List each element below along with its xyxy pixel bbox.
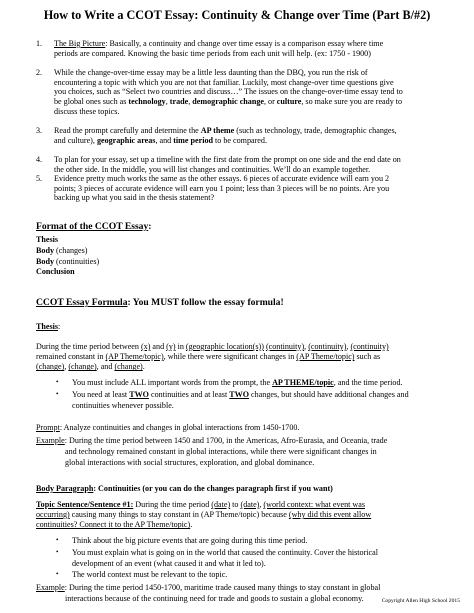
example-label-text: Example [36,583,65,592]
text-run: changes, but should have additional changes and [249,390,409,399]
bullet-icon: • [56,548,59,556]
bullet-icon: • [56,378,59,386]
text-run: time period [173,135,214,145]
text-run: . [190,520,193,530]
text-run: Body [36,256,54,266]
thesis-bullet-line [72,379,403,387]
text-run: be global ones such as [54,97,129,107]
text-run: (continuity) [265,342,305,351]
thesis-bullet-line [72,391,409,399]
body-paragraph-heading: Body Paragraph: Continuities (or you can do the changes paragraph first if you want) [36,484,333,493]
list-item-line [54,156,401,164]
text-run: , [259,500,264,509]
text-run: continuities? Connect it to the AP Theme/topic) [36,520,191,530]
text-run: , [165,97,170,107]
text-run: (continuities) [54,256,100,266]
example-text: interactions because of the continuing need for trade and goods to sustain a global economy. [65,593,364,603]
text-run: Read the prompt carefully and determine the [54,126,201,135]
list-number: 4. [36,155,43,164]
list-item-line [54,137,267,145]
text-run: , and [96,362,115,372]
list-item-line [54,175,389,183]
text-run: , while there were significant changes in [163,352,297,362]
text-run: , [188,97,193,107]
text-run: Conclusion [36,267,75,277]
text-run: : Basically, a continuity and change over time essay is a comparison essay where time [105,39,384,48]
list-item-line [54,79,394,87]
format-item [36,258,99,266]
text-run: (continuity) [308,342,347,351]
text-run: and culture), [54,135,97,145]
format-item [36,268,75,276]
text-run: and [150,342,167,351]
text-run: You need at least [72,390,130,399]
format-item [36,247,87,255]
text-run: (world context: what event was [263,500,366,509]
text-run: backing up what you said in the thesis statement? [54,193,215,203]
text-run: While the change-over-time essay may be a little less daunting than the DBQ, you run the risk of [54,68,368,77]
text-run: , [64,362,69,372]
example-label-text: Example [36,436,65,445]
formula-heading: CCOT Essay Formula: You MUST follow the essay formula! [36,297,284,308]
example-text: global interactions with social structures, exploration, and global dominance. [65,458,315,468]
text-run: (change) [68,362,97,372]
text-run: geographic areas [96,135,156,145]
thesis-label: Thesis: [36,322,61,331]
text-run: (geographic location(s)) [185,342,264,351]
topic-sentence-line [36,511,371,519]
text-run: AP theme [200,126,235,135]
bullet-icon: • [56,536,59,544]
text-run: (changes) [54,245,88,255]
text-run: continuities and at least [148,390,230,399]
list-number: 5. [36,174,43,183]
topic-bullet-line [72,571,227,579]
list-item-line [54,98,402,106]
example-text: : During the time period 1450-1700, maritime trade caused many things to stay constant in global [64,583,381,592]
text-run: occurring) [36,510,70,520]
thesis-line [36,363,145,371]
topic-bullet-line [72,560,266,568]
text-run: technology [128,97,166,107]
text-run: to [230,500,241,509]
text-run: During the time period [133,500,212,509]
text-run: encountering a topic with which you are not that familiar. Luckily, most change-over time questions give [54,77,394,87]
thesis-line [36,343,389,351]
list-item-line [54,185,389,193]
text-run: discuss these topics. [54,106,120,116]
text-run: (such as technology, trade, demographic changes, [234,126,397,135]
text-run: The world context must be relevant to the topic. [72,570,228,579]
list-item-line [54,166,370,174]
list-item-line [54,69,368,77]
text-run: trade [169,97,189,107]
text-run: Body [36,245,54,255]
text-run: (AP Theme/topic) [296,352,355,362]
thesis-line [36,353,380,361]
topic-sentence-line [36,501,365,509]
copyright-footer: Copyright Allen High School 2015 [381,598,460,604]
text-run: points; 3 pieces of accurate evidence will earn you 1 point; less than 3 pieces will be no points. Are you [54,183,390,193]
text-run: Think about the big picture events that are going during this time period. [72,536,308,545]
text-run: (continuity) [350,342,389,351]
text-run: , [304,342,309,351]
text-run: The Big Picture [54,39,106,48]
list-item-line [54,127,397,135]
example-text: : During the time period between 1450 and 1700, in the Americas, Afro-Eurasia, and Oceania, trade [64,436,388,445]
text-run: You must include ALL important words from the prompt, the [72,378,273,387]
text-run: During the time period between [36,342,141,351]
text-run: Evidence pretty much works the same as the other essays. 6 pieces of accurate evidence will earn you 2 [54,174,390,183]
text-run: , and [155,135,174,145]
text-run: You must explain what is going on in the world that caused the continuity. Cover the historical [72,548,378,557]
text-run: , or [263,97,277,107]
list-number: 2. [36,68,43,77]
text-run: causing many things to stay constant in (AP Theme/topic) because [69,510,289,520]
list-item-line [54,194,214,202]
list-number: 3. [36,126,43,135]
text-run: Thesis [36,235,59,244]
example-label [36,437,387,445]
format-heading: Format of the CCOT Essay: [36,221,152,232]
example-label [36,584,380,592]
text-run: (y) [166,342,176,351]
topic-bullet-line [72,537,307,545]
list-number: 1. [36,39,43,48]
text-run: AP THEME/topic [272,378,334,387]
text-run: periods are compared. Knowing the basic time periods from each unit will help. (ex: 1750 - 1900) [54,48,371,58]
thesis-bullet-line [72,402,174,410]
text-run: (x) [140,342,151,351]
text-run: , so make sure you are ready to [301,97,403,107]
text-run: culture [276,97,302,107]
list-item-line [54,88,403,96]
text-run: such as [354,352,381,362]
text-run: , [346,342,351,351]
text-run: TWO [129,390,149,399]
bullet-icon: • [56,390,59,398]
text-run: to be compared. [213,135,267,145]
text-run: , and the time period. [333,378,403,387]
text-run: in [175,342,186,351]
text-run: (change) [114,362,143,372]
text-run: TWO [229,390,250,399]
text-run: (date) [211,500,231,509]
list-item-line [54,108,119,116]
text-run: (AP Theme/topic) [105,352,164,362]
text-run: (why did this event allow [288,510,372,520]
bullet-icon: • [56,570,59,578]
text-run: demographic change [192,97,264,107]
text-run: To plan for your essay, set up a timeline with the first date from the prompt on one side and the end date on [54,155,401,164]
example-text: and technology remained constant in global interactions, while there were significant changes in [65,447,377,457]
text-run: remained constant in [36,352,106,362]
list-item-line [54,50,371,58]
text-run: continuities whenever possible. [72,401,174,410]
text-run: Topic Sentence/Sentence #1: [36,500,134,509]
text-run: (date) [240,500,260,509]
list-item-line [54,40,383,48]
page-title: How to Write a CCOT Essay: Continuity & Change over Time (Part B/#2) [43,8,431,22]
text-run: the other side. In the middle, you will list changes and continuities. We’ll do an example together. [54,164,371,174]
text-run: . [142,362,145,372]
prompt-line: Prompt: Analyze continuities and changes in global interactions from 1450-1700. [36,423,300,432]
text-run: development of an event (what caused it and what it led to). [72,559,266,568]
text-run: (change) [36,362,65,372]
format-item [36,236,58,244]
text-run: you choices, such as “Select two countries and discuss…” The issues on the change-over-time essay tend to [54,87,403,97]
topic-sentence-line [36,521,192,529]
topic-bullet-line [72,549,378,557]
